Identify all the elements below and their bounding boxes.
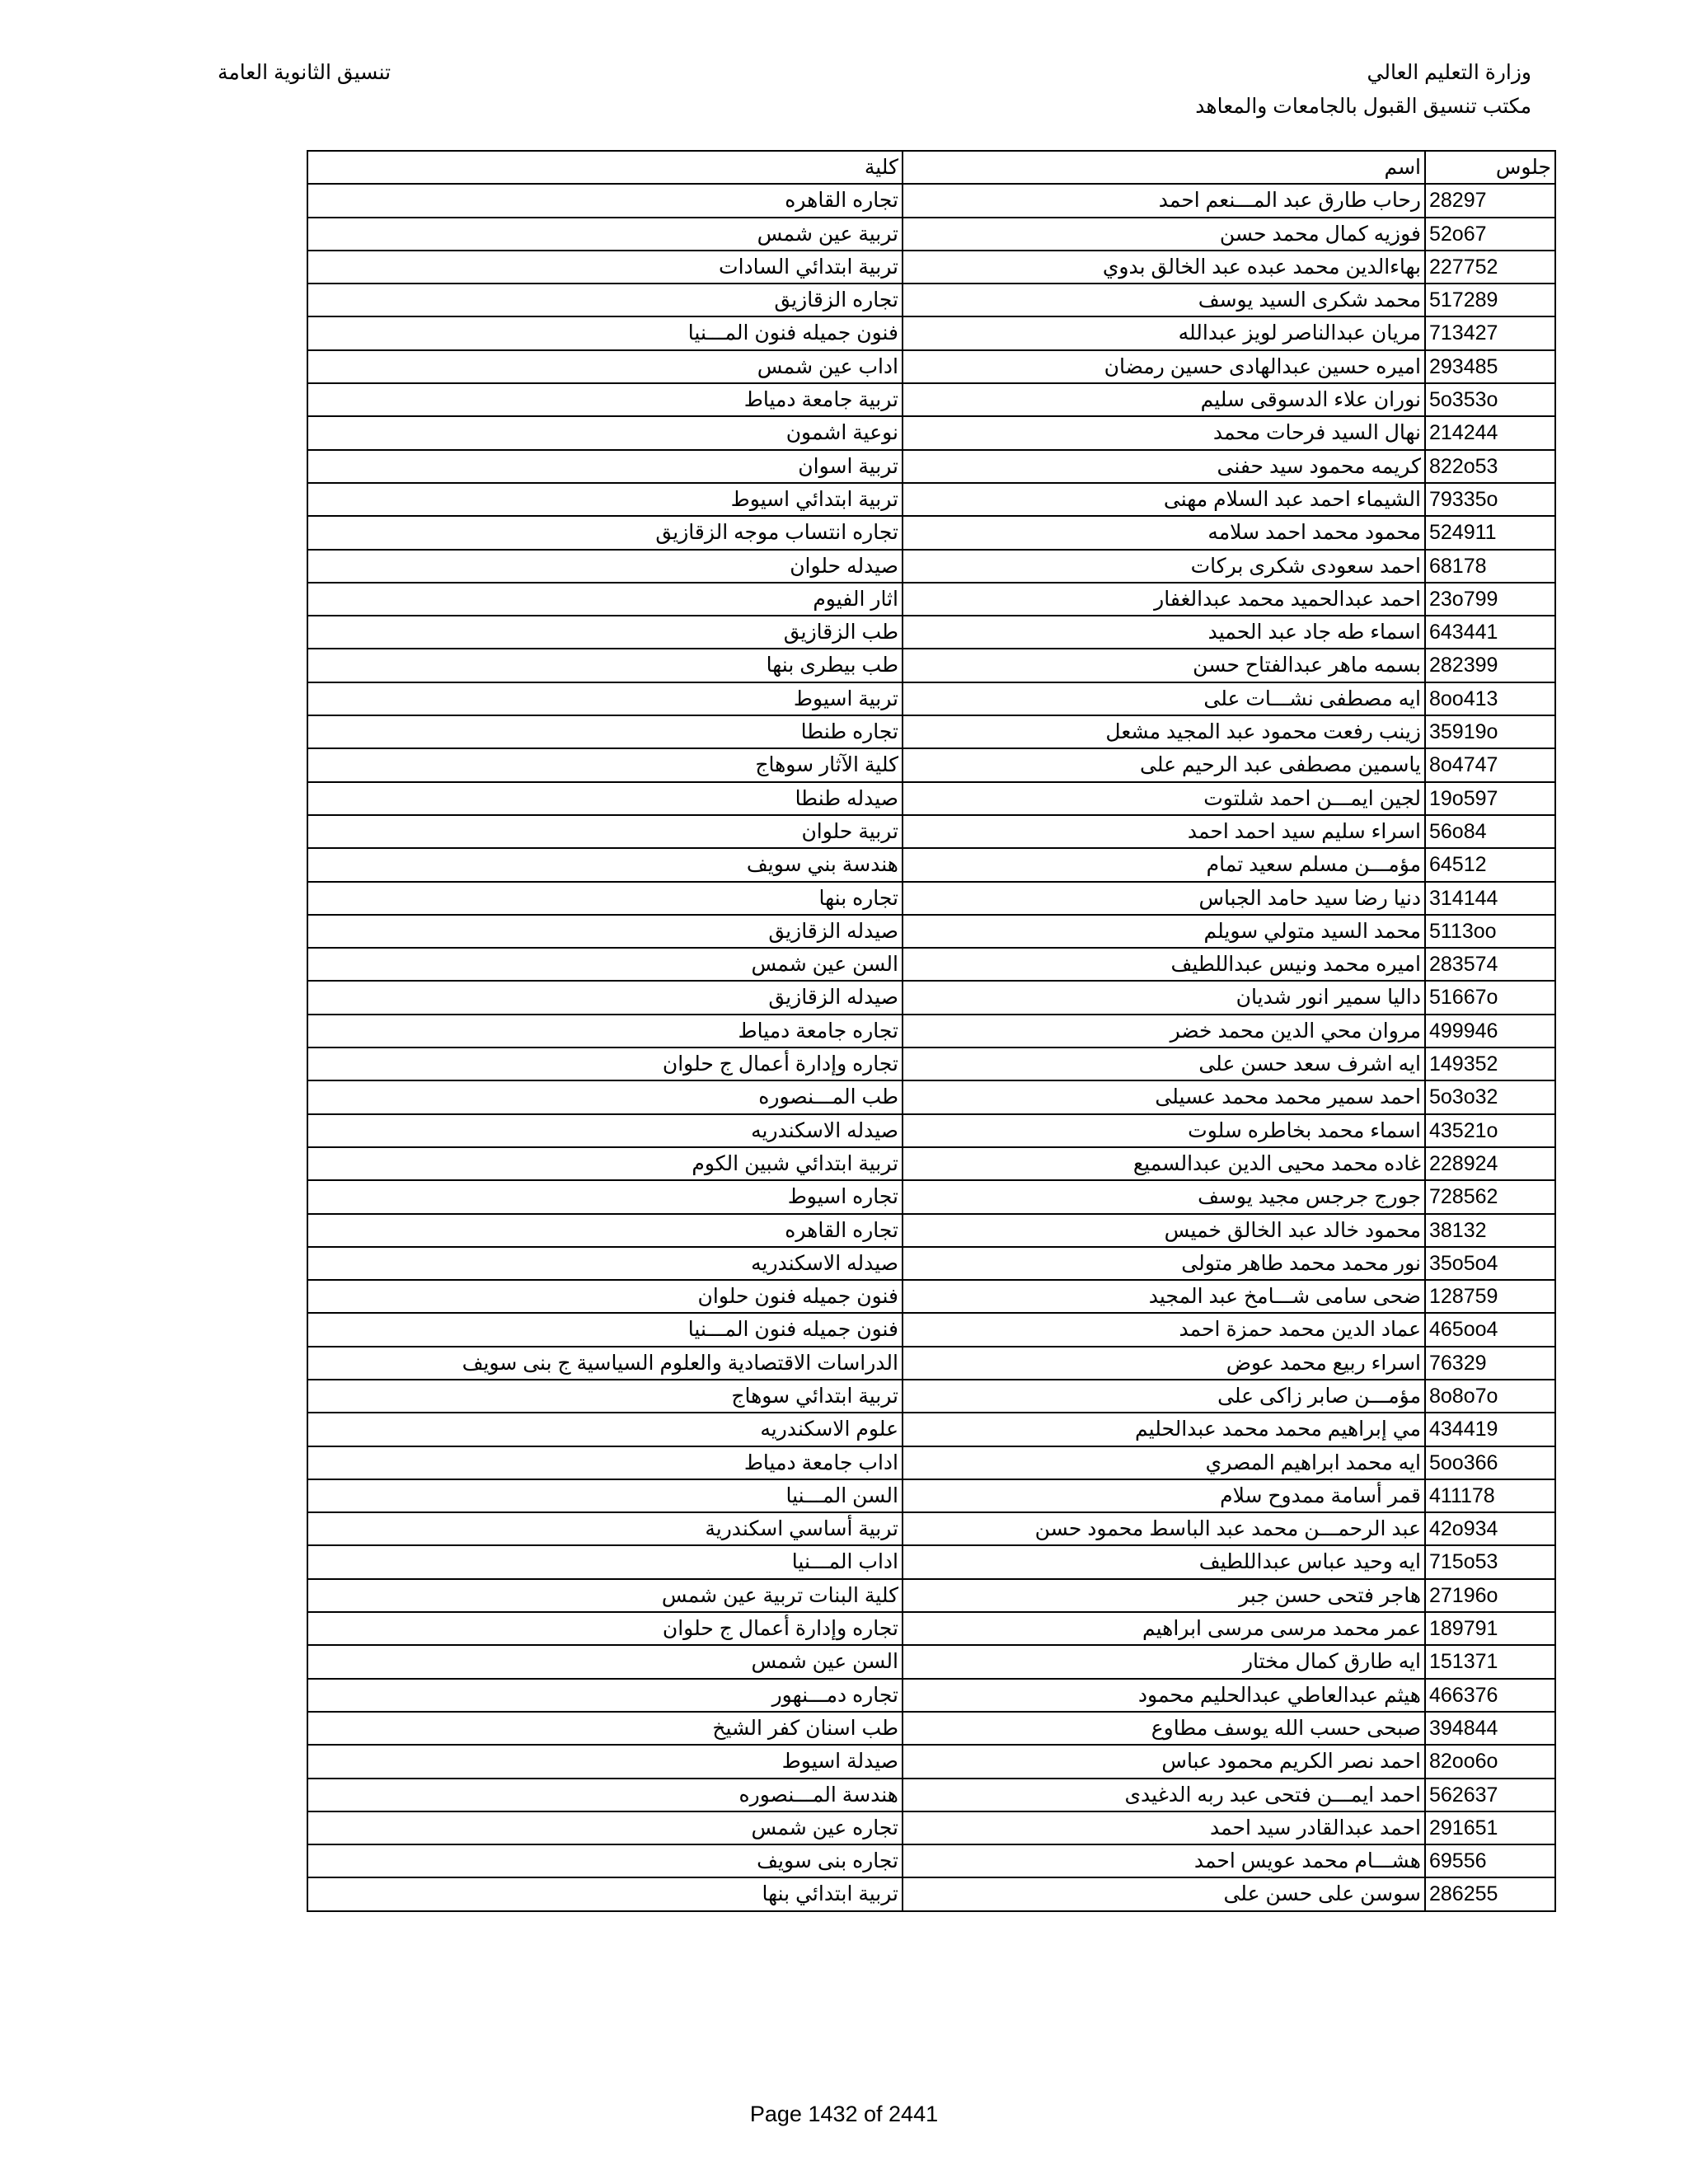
seat-cell: 227752 xyxy=(1426,251,1556,283)
table-row xyxy=(308,816,1556,849)
table-row xyxy=(308,1347,1556,1380)
table-row xyxy=(308,218,1556,251)
seat-cell: 69556 xyxy=(1426,1845,1556,1877)
name-cell: ايه طارق كمال مختار xyxy=(903,1646,1426,1677)
seat-cell: 228924 xyxy=(1426,1148,1556,1179)
seat-cell: 517289 xyxy=(1426,284,1556,316)
name-cell: الشيماء احمد عبد السلام مهنى xyxy=(903,484,1426,515)
seat-cell: 68178 xyxy=(1426,551,1556,582)
table-row xyxy=(308,251,1556,284)
table-row xyxy=(308,384,1556,417)
name-cell: عماد الدين محمد حمزة احمد xyxy=(903,1314,1426,1345)
name-cell: احمد نصر الكريم محمود عباس xyxy=(903,1746,1426,1777)
table-row xyxy=(308,1779,1556,1812)
seat-cell: 23o799 xyxy=(1426,583,1556,615)
college-cell: فنون جميله فنون المـــنيا xyxy=(308,317,903,349)
table-row xyxy=(308,1413,1556,1446)
name-cell: زينب رفعت محمود عبد المجيد مشعل xyxy=(903,716,1426,748)
name-cell: محمود خالد عبد الخالق خميس xyxy=(903,1215,1426,1246)
name-cell: احمد عبدالحميد محمد عبدالغفار xyxy=(903,583,1426,615)
seat-cell: 82oo6o xyxy=(1426,1746,1556,1777)
name-cell: غاده محمد محيى الدين عبدالسميع xyxy=(903,1148,1426,1179)
seat-cell: 499946 xyxy=(1426,1015,1556,1047)
name-cell: جورج جرجس مجيد يوسف xyxy=(903,1181,1426,1212)
table-row xyxy=(308,1148,1556,1181)
seat-cell: 8oo413 xyxy=(1426,683,1556,715)
college-cell: تربية ابتدائي شبين الكوم xyxy=(308,1148,903,1179)
college-cell: تجاره القاهره xyxy=(308,1215,903,1246)
table-row xyxy=(308,982,1556,1015)
seat-cell: 76329 xyxy=(1426,1347,1556,1379)
college-cell: تجاره وإدارة أعمال ج حلوان xyxy=(308,1613,903,1644)
college-cell: صيدله طنطا xyxy=(308,783,903,814)
seat-cell: 35o5o4 xyxy=(1426,1248,1556,1279)
table-row xyxy=(308,883,1556,916)
table-row xyxy=(308,1845,1556,1878)
table-row xyxy=(308,317,1556,350)
column-header-name: اسم xyxy=(903,152,1426,183)
college-cell: تربية عين شمس xyxy=(308,218,903,250)
college-cell: كلية البنات تربية عين شمس xyxy=(308,1580,903,1611)
college-cell: تربية ابتدائي اسيوط xyxy=(308,484,903,515)
college-cell: الدراسات الاقتصادية والعلوم السياسية ج بنى سويف xyxy=(308,1347,903,1379)
table-row xyxy=(308,749,1556,782)
college-cell: تربية ابتدائي سوهاج xyxy=(308,1380,903,1412)
college-cell: تجاره بنها xyxy=(308,883,903,914)
name-cell: ياسمين مصطفى عبد الرحيم على xyxy=(903,749,1426,780)
table-row xyxy=(308,649,1556,682)
seat-cell: 314144 xyxy=(1426,883,1556,914)
name-cell: ايه اشرف سعد حسن على xyxy=(903,1048,1426,1080)
table-row xyxy=(308,1015,1556,1048)
name-cell: هشـــام محمد عويس احمد xyxy=(903,1845,1426,1877)
college-cell: تربية حلوان xyxy=(308,816,903,847)
name-cell: نهال السيد فرحات محمد xyxy=(903,417,1426,448)
name-cell: ايه محمد ابراهيم المصري xyxy=(903,1447,1426,1479)
ministry-title: وزارة التعليم العالي xyxy=(1367,61,1531,84)
table-row xyxy=(308,1713,1556,1746)
college-cell: طب الزقازيق xyxy=(308,616,903,648)
name-cell: احمد ايمـــن فتحى عبد ربه الدغيدى xyxy=(903,1779,1426,1811)
name-cell: اسماء محمد بخاطره سلوت xyxy=(903,1115,1426,1146)
name-cell: هاجر فتحى حسن جبر xyxy=(903,1580,1426,1611)
table-row xyxy=(308,1480,1556,1513)
seat-cell: 434419 xyxy=(1426,1413,1556,1445)
table-row xyxy=(308,1281,1556,1314)
seat-cell: 64512 xyxy=(1426,849,1556,880)
college-cell: طب المـــنصوره xyxy=(308,1081,903,1113)
name-cell: عمر محمد مرسى مرسى ابراهيم xyxy=(903,1613,1426,1644)
seat-cell: 524911 xyxy=(1426,517,1556,548)
table-row xyxy=(308,1115,1556,1148)
seat-cell: 19o597 xyxy=(1426,783,1556,814)
table-row xyxy=(308,1314,1556,1347)
seat-cell: 51667o xyxy=(1426,982,1556,1013)
table-row xyxy=(308,1513,1556,1546)
name-cell: اميره حسين عبدالهادى حسين رمضان xyxy=(903,351,1426,382)
seat-cell: 149352 xyxy=(1426,1048,1556,1080)
table-row xyxy=(308,683,1556,716)
seat-cell: 286255 xyxy=(1426,1878,1556,1910)
college-cell: تربية جامعة دمياط xyxy=(308,384,903,415)
page-number: Page 1432 of 2441 xyxy=(749,2102,939,2126)
name-cell: نور محمد محمد طاهر متولى xyxy=(903,1248,1426,1279)
college-cell: تجاره عين شمس xyxy=(308,1812,903,1844)
college-cell: فنون جميله فنون حلوان xyxy=(308,1281,903,1312)
table-row xyxy=(308,1081,1556,1114)
college-cell: تجاره وإدارة أعمال ج حلوان xyxy=(308,1048,903,1080)
table-row xyxy=(308,451,1556,484)
seat-cell: 715o53 xyxy=(1426,1546,1556,1577)
name-cell: مريان عبدالناصر لويز عبدالله xyxy=(903,317,1426,349)
college-cell: علوم الاسكندريه xyxy=(308,1413,903,1445)
seat-cell: 822o53 xyxy=(1426,451,1556,482)
college-cell: تجاره الزقازيق xyxy=(308,284,903,316)
college-cell: صيدله الزقازيق xyxy=(308,916,903,947)
name-cell: لجين ايمـــن احمد شلتوت xyxy=(903,783,1426,814)
table-row xyxy=(308,1812,1556,1845)
college-cell: هندسة بني سويف xyxy=(308,849,903,880)
name-cell: رحاب طارق عبد المـــنعم احمد xyxy=(903,185,1426,216)
seat-cell: 151371 xyxy=(1426,1646,1556,1677)
coordination-title: تنسيق الثانوية العامة xyxy=(218,61,392,84)
seat-cell: 52o67 xyxy=(1426,218,1556,250)
seat-cell: 79335o xyxy=(1426,484,1556,515)
name-cell: ايه مصطفى نشـــات على xyxy=(903,683,1426,715)
name-cell: فوزيه كمال محمد حسن xyxy=(903,218,1426,250)
seat-cell: 214244 xyxy=(1426,417,1556,448)
table-row xyxy=(308,783,1556,816)
office-title: مكتب تنسيق القبول بالجامعات والمعاهد xyxy=(1195,95,1531,118)
table-row xyxy=(308,351,1556,384)
seat-cell: 5113oo xyxy=(1426,916,1556,947)
college-cell: صيدلة اسيوط xyxy=(308,1746,903,1777)
name-cell: عبد الرحمـــن محمد عبد الباسط محمود حسن xyxy=(903,1513,1426,1544)
column-header-seat: جلوس xyxy=(1426,152,1556,183)
table-row xyxy=(308,616,1556,649)
college-cell: كلية الآثار سوهاج xyxy=(308,749,903,780)
name-cell: محمد السيد متولي سويلم xyxy=(903,916,1426,947)
college-cell: السن المـــنيا xyxy=(308,1480,903,1511)
name-cell: مي إبراهيم محمد محمد عبدالحليم xyxy=(903,1413,1426,1445)
name-cell: اسماء طه جاد عبد الحميد xyxy=(903,616,1426,648)
college-cell: تجاره دمـــنهور xyxy=(308,1680,903,1711)
name-cell: صبحى حسب الله يوسف مطاوع xyxy=(903,1713,1426,1744)
seat-cell: 643441 xyxy=(1426,616,1556,648)
table-row xyxy=(308,1447,1556,1480)
name-cell: مؤمـــن صابر زاكى على xyxy=(903,1380,1426,1412)
table-row xyxy=(308,1546,1556,1579)
name-cell: احمد سمير محمد محمد عسيلى xyxy=(903,1081,1426,1113)
seat-cell: 27196o xyxy=(1426,1580,1556,1611)
college-cell: تربية اسيوط xyxy=(308,683,903,715)
name-cell: احمد عبدالقادر سيد احمد xyxy=(903,1812,1426,1844)
seat-cell: 128759 xyxy=(1426,1281,1556,1312)
name-cell: داليا سمير انور شديان xyxy=(903,982,1426,1013)
college-cell: تجاره انتساب موجه الزقازيق xyxy=(308,517,903,548)
name-cell: محمود محمد احمد سلامه xyxy=(903,517,1426,548)
seat-cell: 5o3o32 xyxy=(1426,1081,1556,1113)
name-cell: قمر أسامة ممدوح سلام xyxy=(903,1480,1426,1511)
table-row xyxy=(308,185,1556,218)
name-cell: كريمه محمود سيد حفنى xyxy=(903,451,1426,482)
table-row xyxy=(308,284,1556,317)
college-cell: تجاره بنى سويف xyxy=(308,1845,903,1877)
table-row xyxy=(308,1613,1556,1646)
name-cell: مروان محي الدين محمد خضر xyxy=(903,1015,1426,1047)
seat-cell: 56o84 xyxy=(1426,816,1556,847)
table-row xyxy=(308,1215,1556,1248)
name-cell: نوران علاء الدسوقى سليم xyxy=(903,384,1426,415)
college-cell: تجاره طنطا xyxy=(308,716,903,748)
college-cell: صيدله الاسكندريه xyxy=(308,1248,903,1279)
seat-cell: 562637 xyxy=(1426,1779,1556,1811)
college-cell: تربية اسوان xyxy=(308,451,903,482)
table-row xyxy=(308,849,1556,882)
table-row xyxy=(308,949,1556,982)
seat-cell: 28297 xyxy=(1426,185,1556,216)
name-cell: هيثم عبدالعاطي عبدالحليم محمود xyxy=(903,1680,1426,1711)
table-row xyxy=(308,551,1556,583)
name-cell: دنيا رضا سيد حامد الجباس xyxy=(903,883,1426,914)
table-row xyxy=(308,1048,1556,1081)
college-cell: تربية أساسي اسكندرية xyxy=(308,1513,903,1544)
table-row xyxy=(308,1181,1556,1214)
table-row xyxy=(308,1746,1556,1779)
college-cell: تربية ابتدائي بنها xyxy=(308,1878,903,1910)
seat-cell: 189791 xyxy=(1426,1613,1556,1644)
name-cell: ضحى سامى شـــامخ عبد المجيد xyxy=(903,1281,1426,1312)
seat-cell: 42o934 xyxy=(1426,1513,1556,1544)
seat-cell: 713427 xyxy=(1426,317,1556,349)
name-cell: اميره محمد ونيس عبداللطيف xyxy=(903,949,1426,980)
seat-cell: 43521o xyxy=(1426,1115,1556,1146)
table-row xyxy=(308,1646,1556,1679)
college-cell: اداب المـــنيا xyxy=(308,1546,903,1577)
name-cell: بهاءالدين محمد عبده عبد الخالق بدوي xyxy=(903,251,1426,283)
college-cell: تجاره اسيوط xyxy=(308,1181,903,1212)
seat-cell: 411178 xyxy=(1426,1480,1556,1511)
name-cell: اسراء سليم سيد احمد احمد xyxy=(903,816,1426,847)
college-cell: هندسة المـــنصوره xyxy=(308,1779,903,1811)
seat-cell: 466376 xyxy=(1426,1680,1556,1711)
college-cell: صيدله الزقازيق xyxy=(308,982,903,1013)
name-cell: ايه وحيد عباس عبداللطيف xyxy=(903,1546,1426,1577)
seat-cell: 283574 xyxy=(1426,949,1556,980)
college-cell: تجاره جامعة دمياط xyxy=(308,1015,903,1047)
table-row xyxy=(308,1248,1556,1281)
college-cell: اداب جامعة دمياط xyxy=(308,1447,903,1479)
table-row xyxy=(308,484,1556,517)
seat-cell: 291651 xyxy=(1426,1812,1556,1844)
seat-cell: 394844 xyxy=(1426,1713,1556,1744)
seat-cell: 5oo366 xyxy=(1426,1447,1556,1479)
college-cell: السن عين شمس xyxy=(308,1646,903,1677)
admissions-table xyxy=(307,150,1556,1912)
table-row xyxy=(308,1878,1556,1911)
seat-cell: 282399 xyxy=(1426,649,1556,681)
college-cell: طب بيطرى بنها xyxy=(308,649,903,681)
seat-cell: 38132 xyxy=(1426,1215,1556,1246)
college-cell: طب اسنان كفر الشيخ xyxy=(308,1713,903,1744)
table-row xyxy=(308,417,1556,450)
college-cell: نوعية اشمون xyxy=(308,417,903,448)
college-cell: تربية ابتدائي السادات xyxy=(308,251,903,283)
name-cell: سوسن على حسن على xyxy=(903,1878,1426,1910)
college-cell: صيدله الاسكندريه xyxy=(308,1115,903,1146)
table-header-row xyxy=(308,152,1556,185)
table-row xyxy=(308,1380,1556,1413)
college-cell: اداب عين شمس xyxy=(308,351,903,382)
college-cell: تجاره القاهره xyxy=(308,185,903,216)
table-row xyxy=(308,916,1556,949)
college-cell: السن عين شمس xyxy=(308,949,903,980)
name-cell: مؤمـــن مسلم سعيد تمام xyxy=(903,849,1426,880)
name-cell: بسمه ماهر عبدالفتاح حسن xyxy=(903,649,1426,681)
college-cell: اثار الفيوم xyxy=(308,583,903,615)
name-cell: احمد سعودى شكرى بركات xyxy=(903,551,1426,582)
seat-cell: 8o8o7o xyxy=(1426,1380,1556,1412)
seat-cell: 5o353o xyxy=(1426,384,1556,415)
table-row xyxy=(308,1580,1556,1613)
name-cell: محمد شكرى السيد يوسف xyxy=(903,284,1426,316)
seat-cell: 465oo4 xyxy=(1426,1314,1556,1345)
seat-cell: 293485 xyxy=(1426,351,1556,382)
name-cell: اسراء ربيع محمد عوض xyxy=(903,1347,1426,1379)
table-row xyxy=(308,716,1556,749)
college-cell: فنون جميله فنون المـــنيا xyxy=(308,1314,903,1345)
seat-cell: 8o4747 xyxy=(1426,749,1556,780)
college-cell: صيدله حلوان xyxy=(308,551,903,582)
seat-cell: 35919o xyxy=(1426,716,1556,748)
column-header-college: كلية xyxy=(308,152,903,183)
table-row xyxy=(308,583,1556,616)
table-row xyxy=(308,1680,1556,1713)
seat-cell: 728562 xyxy=(1426,1181,1556,1212)
table-row xyxy=(308,517,1556,550)
